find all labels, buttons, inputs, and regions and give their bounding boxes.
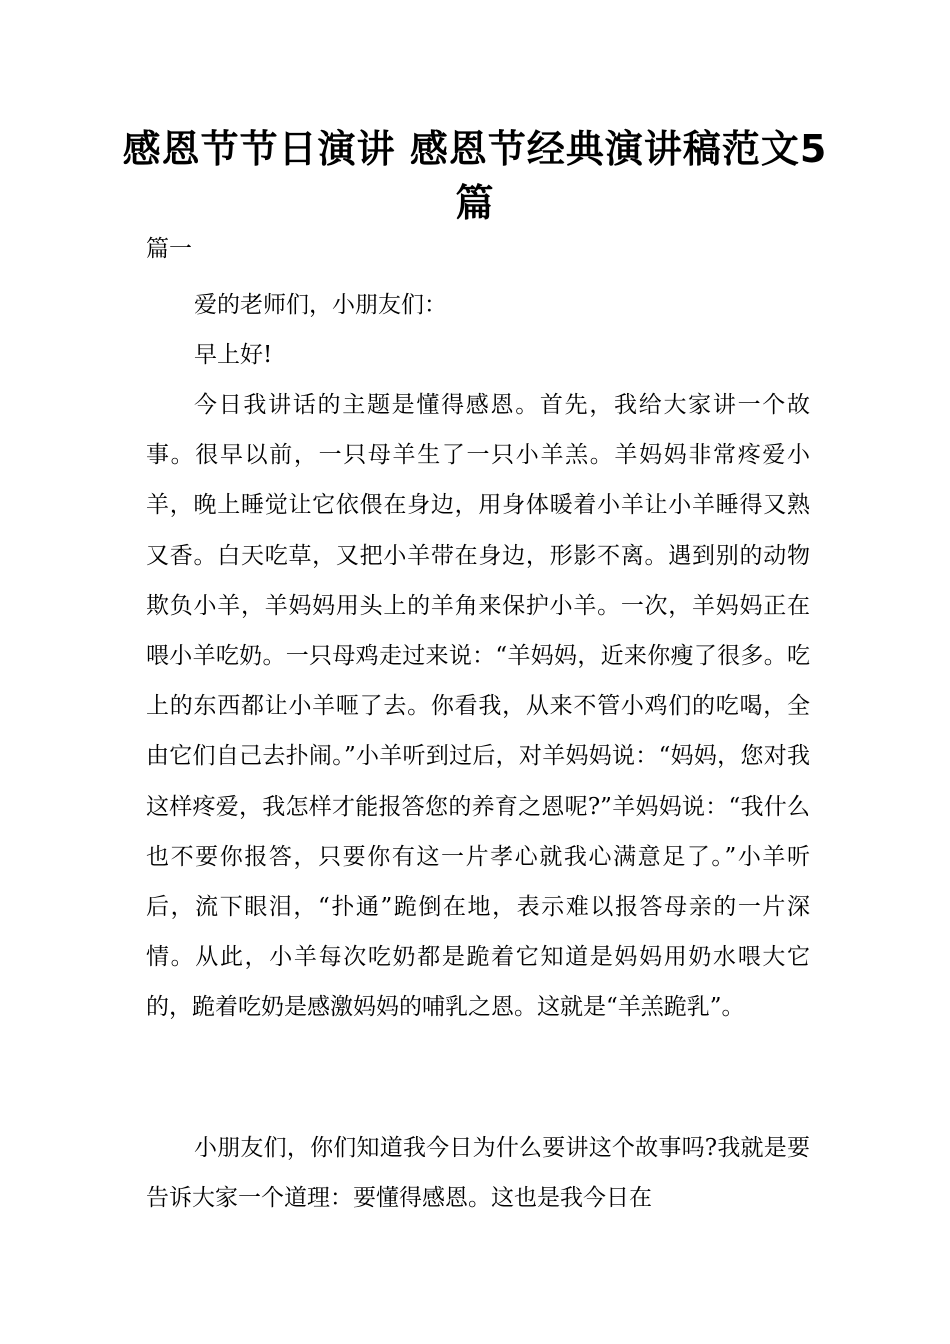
paragraph-story: 今日我讲话的主题是懂得感恩。首先，我给大家讲一个故事。很早以前，一只母羊生了一只小羊羔。羊妈妈非常疼爱小羊，晚上睡觉让它依偎在身边，用身体暖着小羊让小羊睡得又熟又香。白天吃草，又把小羊带在身边，形影不离。遇到别的动物欺负小羊，羊妈妈用头上的羊角来保护小羊。一次，羊妈妈正在喂小羊吃奶。一只母鸡走过来说：“羊妈妈，近来你瘦了很多。吃上的东西都让小羊咂了去。你看我，从来不管小鸡们的吃喝，全由它们自己去扑闹。”小羊听到过后，对羊妈妈说：“妈妈，您对我这样疼爱，我怎样才能报答您的养育之恩呢?”羊妈妈说：“我什么也不要你报答，只要你有这一片孝心就我心满意足了。”小羊听后，流下眼泪，“扑通”跪倒在地，表示难以报答母亲的一片深情。从此，小羊每次吃奶都是跪着它知道是妈妈用奶水喂大它的，跪着吃奶是感激妈妈的哺乳之恩。这就是“羊羔跪乳”。	[146, 392, 810, 1021]
paragraph-greeting: 爱的老师们，小朋友们：	[194, 292, 447, 318]
section-label: 篇一	[146, 236, 192, 262]
paragraph-morning: 早上好!	[194, 342, 273, 368]
document-title: 感恩节节日演讲 感恩节经典演讲稿范文5篇	[122, 127, 828, 225]
paragraph-closing: 小朋友们，你们知道我今日为什么要讲这个故事吗?我就是要告诉大家一个道理：要懂得感恩。这也是我今日在	[146, 1135, 810, 1212]
